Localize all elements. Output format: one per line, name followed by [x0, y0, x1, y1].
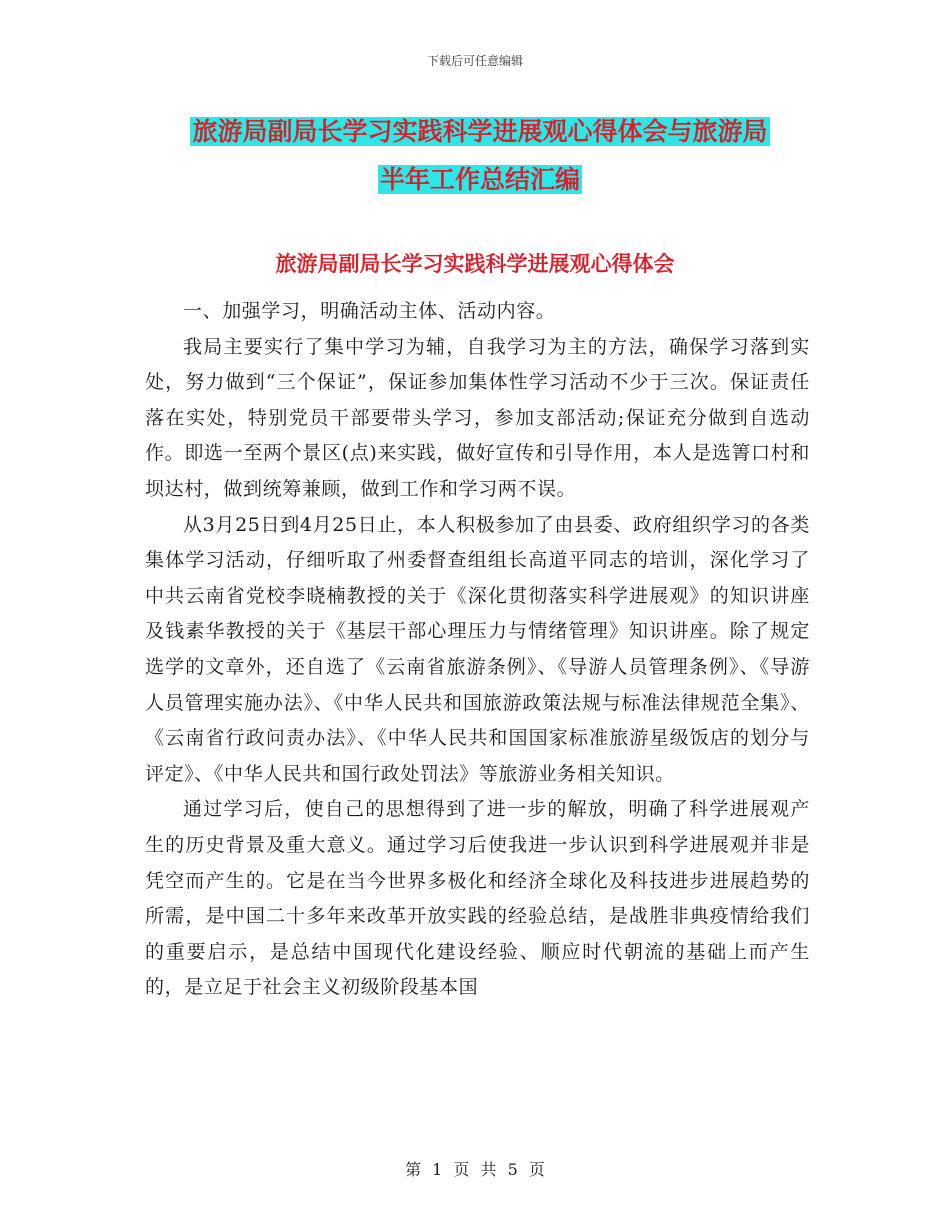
- document-title: [140, 108, 820, 204]
- document-title-line-2: 半年工作总结汇编: [379, 165, 580, 194]
- body-paragraph: 通过学习后，使自己的思想得到了进一步的解放，明确了科学进展观产生的历史背景及重大意义。通过学习后使我进一步认识到科学进展观并非是凭空而产生的。它是在当今世界多极化和经济全球化及科技进步进展趋势的所需，是中国二十多年来改革开放实践的经验总结，是战胜非典疫情给我们的重要启示，是总结中国现代化建设经验、顺应时代朝流的基础上而产生的，是立足于社会主义初级阶段基本国: [145, 798, 810, 999]
- page-header-note: 下载后可任意编辑: [426, 54, 523, 68]
- body-paragraph: 从3月25日到4月25日止，本人积极参加了由县委、政府组织学习的各类集体学习活动，仔细听取了州委督查组组长高道平同志的培训，深化学习了中共云南省党校李晓楠教授的关于《深化贯彻落实科学进展观》的知识讲座及钱素华教授的关于《基层干部心理压力与情绪管理》知识讲座。除了规定选学的文章外，还自选了《云南省旅游条例》、《导游人员管理条例》、《导游人员管理实施办法》、《中华人民共和国旅游政策法规与标准法律规范全集》、《云南省行政问责办法》、《中华人民共和国国家标准旅游星级饭店的划分与评定》、《中华人民共和国行政处罚法》等旅游业务相关知识。: [145, 513, 810, 785]
- document-body: [145, 294, 810, 1006]
- page-number-footer: 第 1 页 共 5 页: [405, 1160, 545, 1179]
- document-title-line-1: 旅游局副局长学习实践科学进展观心得体会与旅游局: [192, 117, 768, 146]
- body-paragraph: 我局主要实行了集中学习为辅，自我学习为主的方法，确保学习落到实处，努力做到“三个保证”，保证参加集体性学习活动不少于三次。保证责任落在实处，特别党员干部要带头学习，参加支部活动;保证充分做到自选动作。即选一至两个景区(点)来实践，做好宣传和引导作用，本人是选箐口村和坝达村，做到统筹兼顾，做到工作和学习两不误。: [145, 335, 810, 500]
- body-paragraph: 一、加强学习，明确活动主体、活动内容。: [183, 300, 556, 322]
- section-title: 旅游局副局长学习实践科学进展观心得体会: [275, 252, 675, 276]
